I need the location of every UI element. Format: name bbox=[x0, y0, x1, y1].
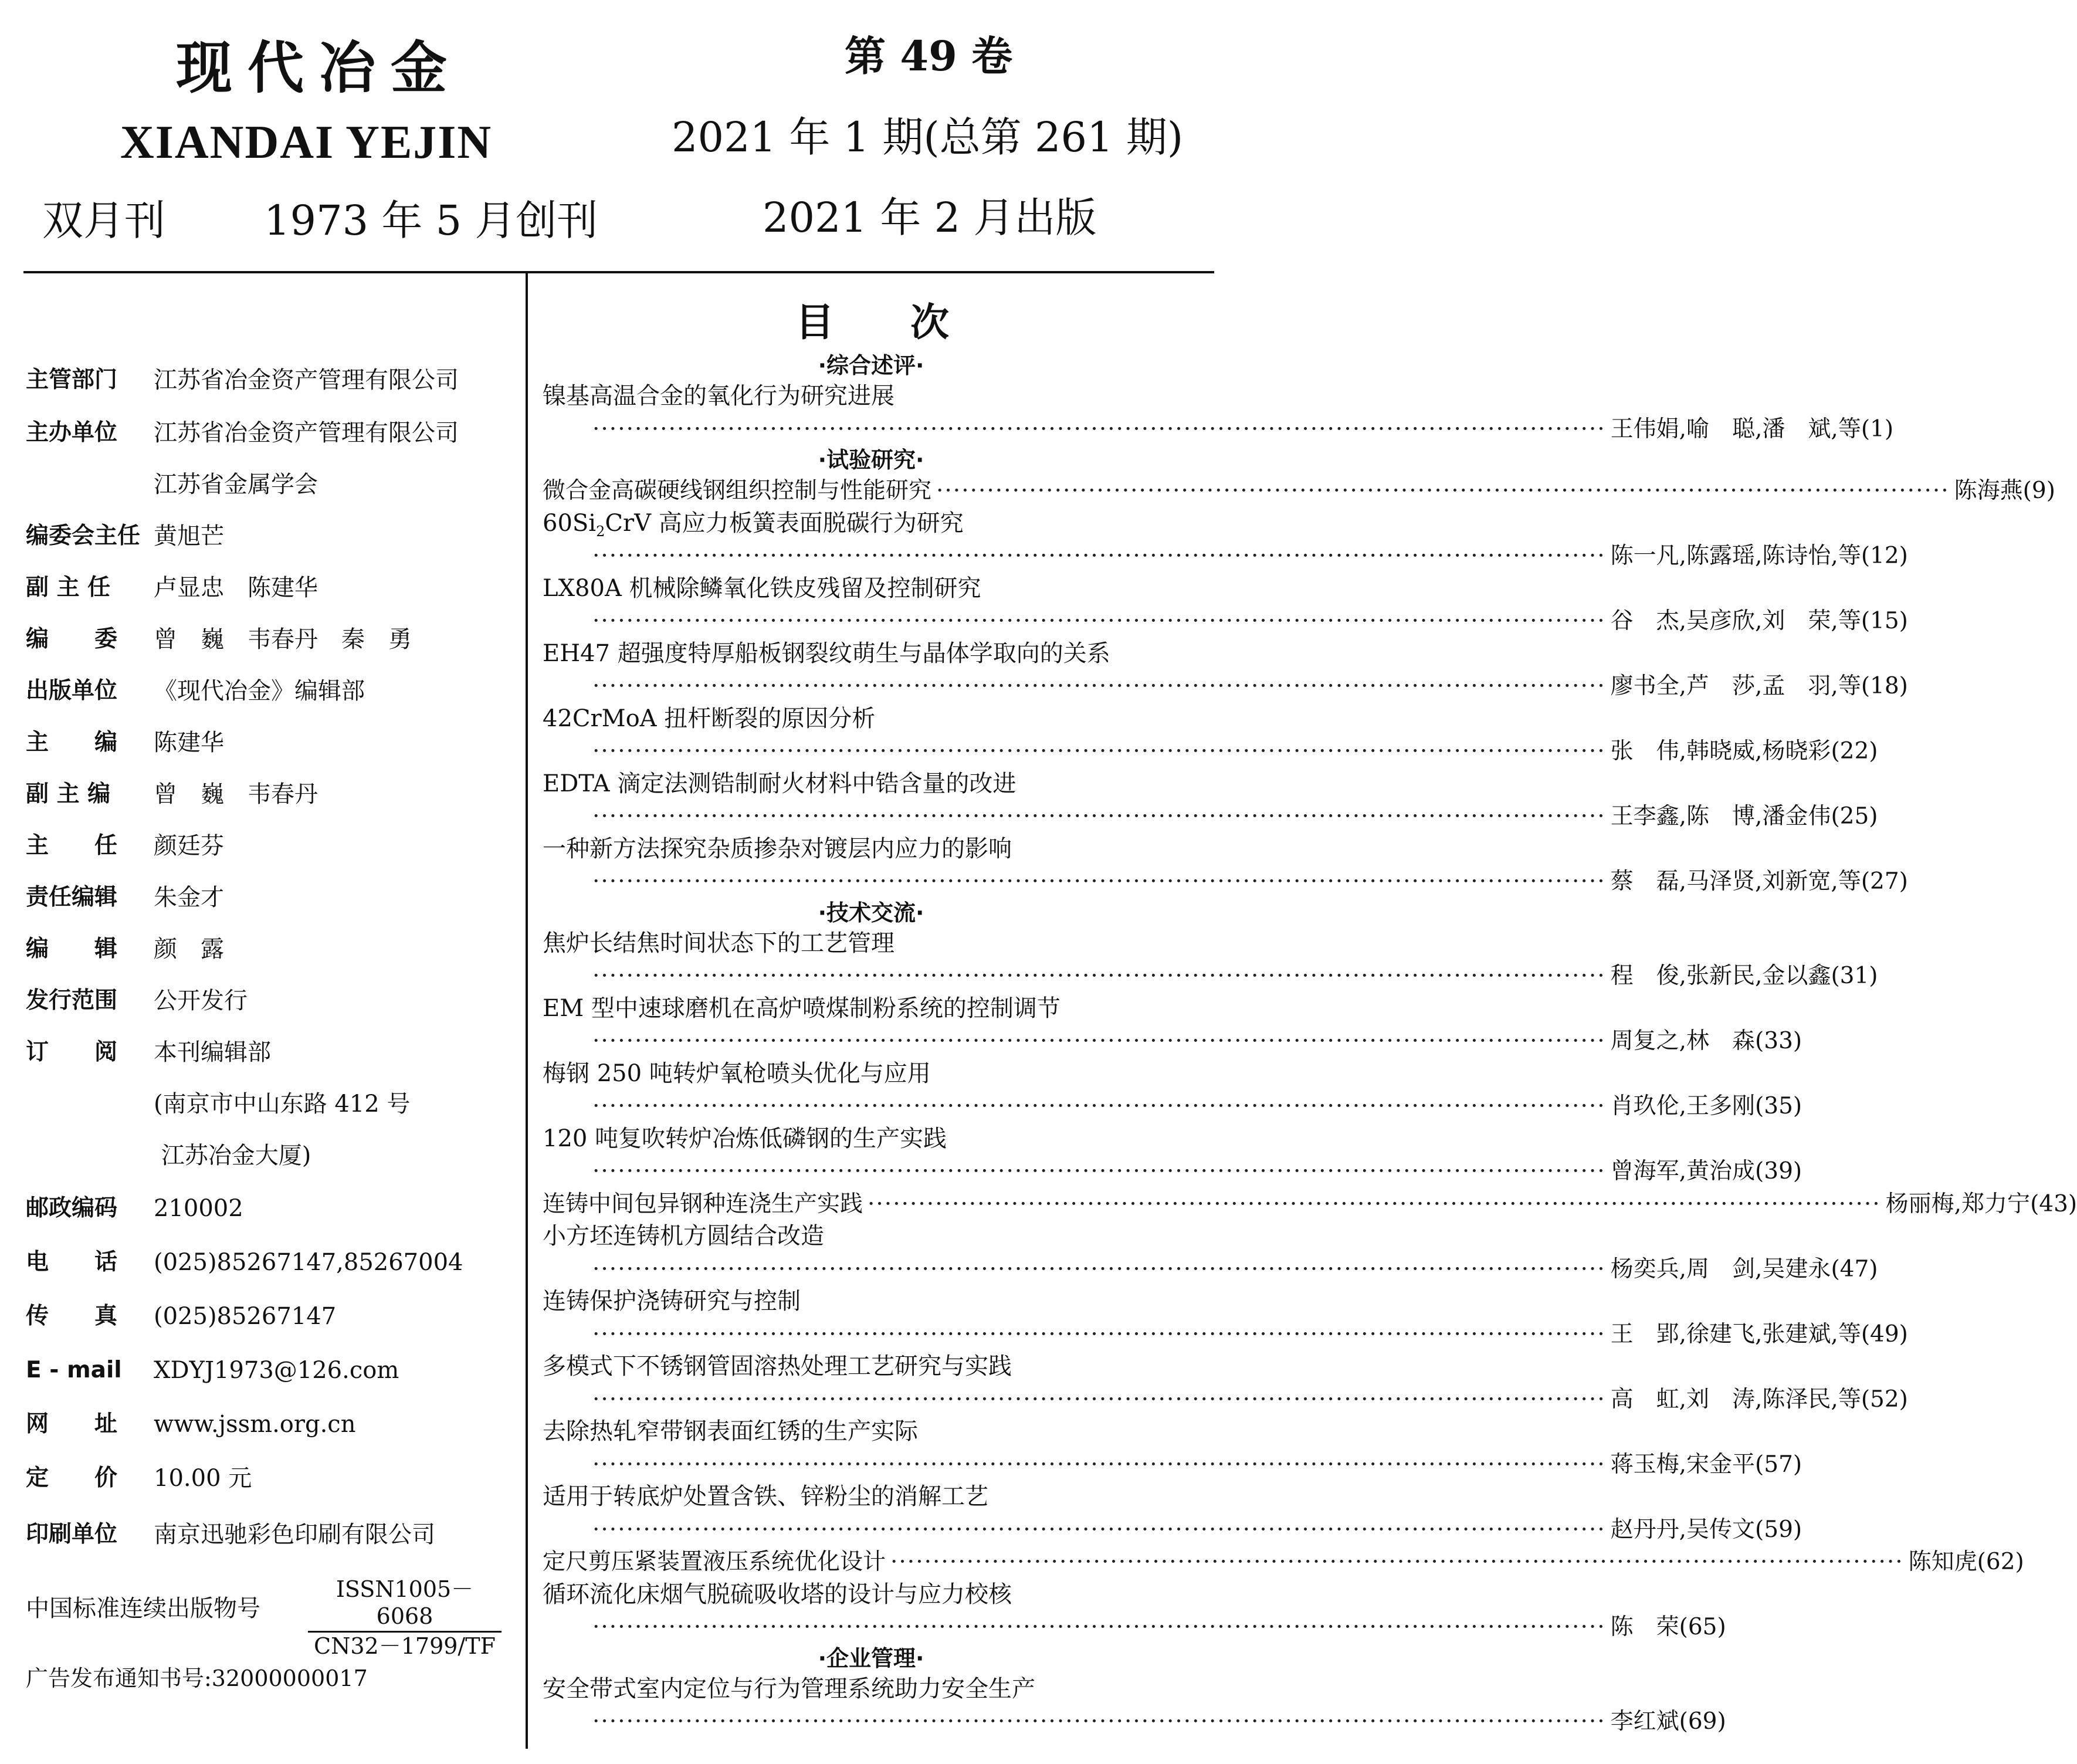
toc-entry-author-line bbox=[592, 865, 1908, 898]
toc-entry-author-line bbox=[592, 1318, 1908, 1350]
info-label: 邮政编码 bbox=[26, 1195, 118, 1221]
toc-entry-authors: 杨奕兵,周 剑,吴建永 bbox=[1610, 1255, 1831, 1282]
toc-entry-page: (15) bbox=[1861, 608, 1908, 634]
toc-entry-authors: 李红斌 bbox=[1610, 1708, 1679, 1735]
leader-dots: ························································································································ bbox=[936, 478, 1950, 504]
info-value: 《现代冶金》编辑部 bbox=[154, 678, 365, 705]
toc-entry-authors: 陈海燕 bbox=[1954, 478, 2023, 504]
info-value: 曾 巍 韦春丹 秦 勇 bbox=[154, 626, 412, 653]
toc-entry-page: (39) bbox=[1755, 1158, 1802, 1184]
info-label: 副 主 任 bbox=[26, 574, 111, 601]
toc-entry-page: (33) bbox=[1755, 1028, 1802, 1054]
info-label: 责任编辑 bbox=[26, 884, 118, 910]
toc-entry-authors: 廖书全,芦 莎,孟 羽,等 bbox=[1610, 673, 1861, 699]
toc-entry-title: 安全带式室内定位与行为管理系统助力安全生产 bbox=[543, 1675, 1035, 1702]
info-label: E - mail bbox=[26, 1357, 122, 1383]
toc-entry-title: 小方坯连铸机方圆结合改造 bbox=[543, 1223, 824, 1250]
info-label: 主 编 bbox=[26, 729, 118, 756]
issue-number: 2021 年 1 期(总第 261 期) bbox=[672, 113, 1184, 161]
toc-entry-page: (1) bbox=[1861, 415, 1894, 442]
cn-number: CN32－1799/TF bbox=[314, 1633, 496, 1659]
toc-section-heading: ·试验研究· bbox=[818, 447, 924, 473]
leader-dots: ························································································································ bbox=[592, 1516, 1606, 1543]
toc-section-heading: ·企业管理· bbox=[818, 1645, 924, 1671]
info-label: 出版单位 bbox=[26, 678, 118, 704]
toc-entry bbox=[543, 1188, 2077, 1220]
toc-entry-page: (31) bbox=[1831, 963, 1878, 989]
toc-entry-title: 多模式下不锈钢管固溶热处理工艺研究与实践 bbox=[543, 1353, 1012, 1380]
toc-entry-authors: 王伟娟,喻 聪,潘 斌,等 bbox=[1610, 415, 1861, 442]
founded-date: 1973 年 5 月创刊 bbox=[264, 197, 598, 245]
leader-dots: ························································································································ bbox=[592, 608, 1606, 634]
toc-section-heading: ·综合述评· bbox=[818, 353, 924, 378]
toc-entry-author-line bbox=[592, 1155, 1802, 1187]
issn-block bbox=[308, 1576, 502, 1660]
leader-dots: ························································································································ bbox=[592, 1451, 1606, 1478]
info-label: 编 辑 bbox=[26, 936, 118, 962]
leader-dots: ························································································································ bbox=[592, 1321, 1606, 1347]
toc-entry-title: LX80A 机械除鳞氧化铁皮残留及控制研究 bbox=[543, 574, 981, 602]
info-label: 订 阅 bbox=[26, 1039, 118, 1065]
info-value: (南京市中山东路 412 号 bbox=[154, 1091, 411, 1118]
info-value: 颜廷芬 bbox=[154, 832, 224, 859]
toc-heading: 目次 bbox=[795, 299, 1025, 345]
toc-entry-page: (59) bbox=[1755, 1516, 1802, 1543]
leader-dots: ························································································································ bbox=[592, 543, 1606, 569]
info-label: 主管部门 bbox=[26, 367, 118, 393]
toc-entry-author-line bbox=[592, 605, 1908, 637]
leader-dots: ························································································································ bbox=[592, 1386, 1606, 1413]
info-value: 江苏冶金大厦) bbox=[154, 1142, 311, 1169]
toc-entry-authors: 程 俊,张新民,金以鑫 bbox=[1610, 963, 1831, 989]
vertical-divider bbox=[526, 273, 528, 1749]
toc-entry-authors: 陈一凡,陈露瑶,陈诗怡,等 bbox=[1610, 543, 1861, 569]
toc-entry-authors: 赵丹丹,吴传文 bbox=[1610, 1516, 1756, 1543]
ad-license-notice: 广告发布通知书号:32000000017 bbox=[26, 1665, 368, 1691]
toc-entry-title: 去除热轧窄带钢表面红锈的生产实际 bbox=[543, 1418, 918, 1445]
info-value: 江苏省冶金资产管理有限公司 bbox=[154, 419, 459, 446]
info-value: 公开发行 bbox=[154, 987, 248, 1014]
toc-entry-author-line bbox=[592, 1705, 1726, 1738]
toc-entry-page: (57) bbox=[1755, 1451, 1802, 1478]
toc-entry-authors: 周复之,林 森 bbox=[1610, 1028, 1756, 1054]
toc-entry-author-line bbox=[592, 1448, 1802, 1481]
horizontal-divider bbox=[23, 271, 1214, 273]
info-label: 定 价 bbox=[26, 1465, 118, 1491]
leader-dots: ························································································································ bbox=[592, 803, 1606, 829]
info-value: XDYJ1973@126.com bbox=[154, 1357, 399, 1384]
toc-entry-title: 连铸中间包异钢种连浇生产实践 bbox=[543, 1190, 863, 1217]
info-value: 210002 bbox=[154, 1195, 243, 1222]
toc-entry-page: (62) bbox=[1977, 1549, 2024, 1575]
toc-entry-title: 适用于转底炉处置含铁、锌粉尘的消解工艺 bbox=[543, 1483, 988, 1510]
toc-entry-page: (43) bbox=[2030, 1190, 2077, 1217]
info-label: 电 话 bbox=[26, 1249, 118, 1275]
info-label: 网 址 bbox=[26, 1411, 118, 1437]
toc-entry-author-line bbox=[592, 1383, 1908, 1416]
toc-entry-title: $60Si_2CrV$ 高应力板簧表面脱碳行为研究 bbox=[543, 509, 964, 540]
info-label: 编委会主任 bbox=[26, 523, 141, 549]
toc-entry-authors: 曾海军,黄治成 bbox=[1610, 1158, 1756, 1184]
info-value: 卢显忠 陈建华 bbox=[154, 574, 318, 601]
toc-entry-title: EH47 超强度特厚船板钢裂纹萌生与晶体学取向的关系 bbox=[543, 639, 1110, 667]
leader-dots: ························································································································ bbox=[592, 415, 1606, 442]
issn-label: 中国标准连续出版物号 bbox=[26, 1595, 260, 1622]
toc-entry-title: 微合金高碳硬线钢组织控制与性能研究 bbox=[543, 478, 932, 504]
toc-entry-authors: 谷 杰,吴彦欣,刘 荣,等 bbox=[1610, 608, 1861, 634]
info-value: 本刊编辑部 bbox=[154, 1039, 271, 1066]
leader-dots: ························································································································ bbox=[592, 1708, 1606, 1735]
info-label: 编 委 bbox=[26, 626, 118, 652]
toc-entry-title: EM 型中速球磨机在高炉喷煤制粉系统的控制调节 bbox=[543, 994, 1060, 1022]
toc-section-heading: ·技术交流· bbox=[818, 899, 924, 926]
toc-entry-author-line bbox=[592, 960, 1878, 992]
info-value: 陈建华 bbox=[154, 729, 224, 756]
toc-entry-page: (9) bbox=[2022, 478, 2055, 504]
toc-entry-title: 连铸保护浇铸研究与控制 bbox=[543, 1288, 801, 1315]
info-value: 南京迅驰彩色印刷有限公司 bbox=[154, 1521, 435, 1548]
toc-entry-page: (65) bbox=[1679, 1614, 1726, 1640]
leader-dots: ························································································································ bbox=[890, 1549, 1904, 1575]
info-value: 江苏省金属学会 bbox=[154, 471, 318, 498]
toc-entry-authors: 陈知虎 bbox=[1908, 1549, 1977, 1575]
toc-entry bbox=[543, 475, 2055, 507]
toc-entry-author-line bbox=[592, 1253, 1878, 1285]
toc-entry-title: EDTA 滴定法测锆制耐火材料中锆含量的改进 bbox=[543, 770, 1017, 797]
info-label: 传 真 bbox=[26, 1303, 118, 1329]
info-value: (025)85267147,85267004 bbox=[154, 1249, 463, 1276]
publication-date: 2021 年 2 月出版 bbox=[763, 194, 1097, 242]
toc-entry-page: (52) bbox=[1861, 1386, 1908, 1413]
toc-entry-authors: 肖玖伦,王多刚 bbox=[1610, 1093, 1756, 1119]
toc-entry-author-line bbox=[592, 1090, 1802, 1122]
toc-entry-page: (25) bbox=[1831, 803, 1878, 829]
toc-entry-authors: 王 郢,徐建飞,张建斌,等 bbox=[1610, 1321, 1861, 1347]
info-value: 黄旭芒 bbox=[154, 523, 224, 550]
toc-entry-authors: 王李鑫,陈 博,潘金伟 bbox=[1610, 803, 1831, 829]
toc-entry-authors: 蔡 磊,马泽贤,刘新宽,等 bbox=[1610, 868, 1861, 895]
info-label: 主办单位 bbox=[26, 419, 118, 446]
toc-entry-author-line bbox=[592, 735, 1878, 767]
leader-dots: ························································································································ bbox=[592, 1028, 1606, 1054]
toc-entry-page: (69) bbox=[1679, 1708, 1726, 1735]
leader-dots: ························································································································ bbox=[592, 738, 1606, 764]
toc-entry-author-line bbox=[592, 1611, 1726, 1643]
info-value: 曾 巍 韦春丹 bbox=[154, 781, 318, 808]
toc-entry-title: 焦炉长结焦时间状态下的工艺管理 bbox=[543, 929, 895, 957]
toc-entry-page: (35) bbox=[1755, 1093, 1802, 1119]
leader-dots: ························································································································ bbox=[868, 1190, 1881, 1217]
toc-entry-title: 镍基高温合金的氧化行为研究进展 bbox=[543, 382, 895, 409]
publication-frequency: 双月刊 bbox=[42, 197, 165, 245]
issn-number: ISSN1005－6068 bbox=[308, 1576, 502, 1633]
info-value: 朱金才 bbox=[154, 884, 224, 911]
toc-entry-page: (18) bbox=[1861, 673, 1908, 699]
toc-entry-authors: 杨丽梅,郑力宁 bbox=[1885, 1190, 2031, 1217]
toc-entry-author-line bbox=[592, 1514, 1802, 1546]
info-label: 发行范围 bbox=[26, 987, 118, 1014]
toc-entry-author-line bbox=[592, 413, 1894, 445]
toc-entry-page: (22) bbox=[1831, 738, 1878, 764]
info-value: (025)85267147 bbox=[154, 1303, 337, 1330]
journal-title-pinyin: XIANDAI YEJIN bbox=[120, 117, 493, 168]
leader-dots: ························································································································ bbox=[592, 868, 1606, 895]
info-label: 主 任 bbox=[26, 832, 118, 859]
toc-entry-title: 一种新方法探究杂质掺杂对镀层内应力的影响 bbox=[543, 835, 1012, 862]
leader-dots: ························································································································ bbox=[592, 1093, 1606, 1119]
leader-dots: ························································································································ bbox=[592, 1158, 1606, 1184]
toc-entry-authors: 蒋玉梅,宋金平 bbox=[1610, 1451, 1756, 1478]
toc-entry-title: 循环流化床烟气脱硫吸收塔的设计与应力校核 bbox=[543, 1580, 1012, 1608]
leader-dots: ························································································································ bbox=[592, 1614, 1606, 1640]
toc-entry-page: (49) bbox=[1861, 1321, 1908, 1347]
toc-entry-author-line bbox=[592, 800, 1878, 832]
leader-dots: ························································································································ bbox=[592, 673, 1606, 699]
info-label: 印刷单位 bbox=[26, 1521, 118, 1548]
toc-entry-authors: 张 伟,韩晓威,杨晓彩 bbox=[1610, 738, 1831, 764]
toc-entry-title: 42CrMoA 扭杆断裂的原因分析 bbox=[543, 705, 876, 732]
toc-entry-title: 120 吨复吹转炉冶炼低磷钢的生产实践 bbox=[543, 1125, 947, 1152]
info-value: 江苏省冶金资产管理有限公司 bbox=[154, 367, 459, 394]
leader-dots: ························································································································ bbox=[592, 1255, 1606, 1282]
toc-entry-author-line bbox=[592, 540, 1908, 572]
toc-entry-authors: 高 虹,刘 涛,陈泽民,等 bbox=[1610, 1386, 1861, 1413]
leader-dots: ························································································································ bbox=[592, 963, 1606, 989]
toc-entry-title: 梅钢 250 吨转炉氧枪喷头优化与应用 bbox=[543, 1059, 931, 1087]
toc-entry-page: (12) bbox=[1861, 543, 1908, 569]
info-value: www.jssm.org.cn bbox=[154, 1411, 356, 1438]
toc-entry-author-line bbox=[592, 1025, 1802, 1057]
info-value: 10.00 元 bbox=[154, 1465, 252, 1492]
info-label: 副 主 编 bbox=[26, 781, 111, 807]
toc-entry-page: (27) bbox=[1861, 868, 1908, 895]
toc-entry-author-line bbox=[592, 670, 1908, 702]
journal-title-chinese: 现代冶金 bbox=[176, 35, 462, 101]
toc-entry-authors: 陈 荣 bbox=[1610, 1614, 1679, 1640]
volume-number: 第 49 卷 bbox=[845, 32, 1013, 80]
toc-entry-page: (47) bbox=[1831, 1255, 1878, 1282]
info-value: 颜 露 bbox=[154, 936, 224, 963]
toc-entry bbox=[543, 1546, 2024, 1578]
toc-entry-title: 定尺剪压紧装置液压系统优化设计 bbox=[543, 1549, 886, 1575]
